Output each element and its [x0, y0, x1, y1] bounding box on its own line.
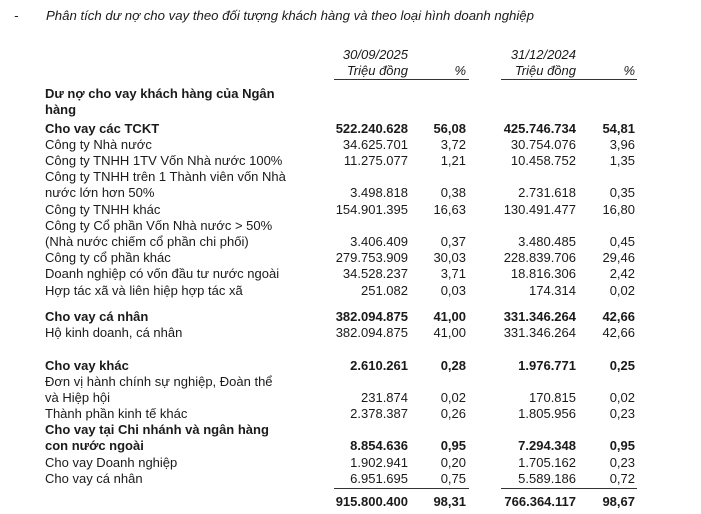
- value-2025: 382.094.875: [335, 309, 408, 324]
- row-label: Cho vay các TCKT: [45, 121, 160, 136]
- value-2025: 231.874: [361, 390, 408, 405]
- pct-2024: 0,02: [609, 390, 635, 405]
- value-2025: 2.378.387: [350, 406, 408, 421]
- row-label: Thành phần kinh tế khác: [45, 406, 188, 421]
- pct-2025: 0,95: [440, 438, 466, 453]
- pct-2025: 16,63: [433, 202, 466, 217]
- pct-2024: 0,02: [609, 283, 635, 298]
- pct-2024: 42,66: [602, 309, 635, 324]
- pct-2025: 41,00: [433, 325, 466, 340]
- header-rule-2024: [501, 79, 637, 80]
- pct-2024: 42,66: [602, 325, 635, 340]
- total-rule-2024: [501, 488, 637, 489]
- group-title-line2: hàng: [45, 102, 77, 117]
- pct-2024: 0,23: [609, 455, 635, 470]
- row-label: Cho vay khác: [45, 358, 129, 373]
- row-label: Công ty Cổ phần Vốn Nhà nước > 50%: [45, 218, 273, 233]
- col-unit-2024: Triệu đồng: [514, 63, 576, 78]
- col-unit-2025: Triệu đồng: [346, 63, 408, 78]
- value-2024: 3.480.485: [518, 234, 576, 249]
- total-pct-2025: 98,31: [433, 494, 466, 509]
- value-2024: 174.314: [529, 283, 576, 298]
- pct-2024: 3,96: [609, 137, 635, 152]
- pct-2025: 0,26: [440, 406, 466, 421]
- pct-2025: 56,08: [433, 121, 466, 136]
- total-rule-2025: [334, 488, 469, 489]
- pct-2024: 1,35: [609, 153, 635, 168]
- value-2025: 154.901.395: [335, 202, 408, 217]
- pct-2025: 0,28: [440, 358, 466, 373]
- pct-2025: 0,38: [440, 185, 466, 200]
- col-date-2025: 30/09/2025: [342, 47, 408, 62]
- row-label: Cho vay tại Chi nhánh và ngân hàng: [45, 422, 269, 437]
- value-2024: 130.491.477: [503, 202, 576, 217]
- value-2024: 10.458.752: [510, 153, 576, 168]
- row-label: Hợp tác xã và liên hiệp hợp tác xã: [45, 283, 243, 298]
- pct-2025: 0,02: [440, 390, 466, 405]
- pct-2025: 3,72: [440, 137, 466, 152]
- total-value-2025: 915.800.400: [335, 494, 408, 509]
- row-label: Cho vay Doanh nghiệp: [45, 455, 178, 470]
- pct-2024: 0,23: [609, 406, 635, 421]
- pct-2024: 2,42: [609, 266, 635, 281]
- pct-2025: 0,75: [440, 471, 466, 486]
- group-title-line1: Dư nợ cho vay khách hàng của Ngân: [45, 86, 275, 101]
- value-2025: 522.240.628: [335, 121, 408, 136]
- value-2025: 34.528.237: [342, 266, 408, 281]
- pct-2024: 0,45: [609, 234, 635, 249]
- pct-2025: 41,00: [433, 309, 466, 324]
- value-2025: 11.275.077: [343, 153, 408, 168]
- row-label: Cho vay cá nhân: [45, 309, 149, 324]
- row-label-cont: (Nhà nước chiếm cổ phần chi phối): [45, 234, 249, 249]
- value-2025: 251.082: [361, 283, 408, 298]
- pct-2024: 0,35: [609, 185, 635, 200]
- row-label-cont: con nước ngoài: [45, 438, 144, 453]
- row-label: Công ty Nhà nước: [45, 137, 152, 152]
- col-pct-2024: %: [623, 63, 635, 78]
- value-2024: 1.976.771: [518, 358, 576, 373]
- value-2024: 170.815: [529, 390, 576, 405]
- value-2025: 3.498.818: [350, 185, 408, 200]
- row-label: Công ty TNHH khác: [45, 202, 161, 217]
- value-2025: 1.902.941: [350, 455, 408, 470]
- col-pct-2025: %: [454, 63, 466, 78]
- col-date-2024: 31/12/2024: [510, 47, 576, 62]
- value-2025: 279.753.909: [335, 250, 408, 265]
- pct-2024: 0,25: [609, 358, 635, 373]
- value-2025: 34.625.701: [342, 137, 408, 152]
- row-label: Đơn vị hành chính sự nghiệp, Đoàn thể: [45, 374, 273, 389]
- value-2024: 18.816.306: [510, 266, 576, 281]
- value-2024: 7.294.348: [518, 438, 576, 453]
- col-header-2024: [511, 47, 576, 79]
- value-2024: 5.589.186: [518, 471, 576, 486]
- section-heading: [14, 8, 534, 23]
- col-header-2025: [343, 47, 408, 79]
- row-label-cont: nước lớn hơn 50%: [45, 185, 155, 200]
- pct-2024: 0,72: [609, 471, 635, 486]
- value-2025: 6.951.695: [350, 471, 408, 486]
- pct-2024: 0,95: [609, 438, 635, 453]
- row-label: Cho vay cá nhân: [45, 471, 143, 486]
- value-2024: 1.705.162: [518, 455, 576, 470]
- pct-2025: 0,20: [440, 455, 466, 470]
- value-2025: 8.854.636: [350, 438, 408, 453]
- value-2024: 331.346.264: [503, 309, 576, 324]
- row-label: Doanh nghiệp có vốn đầu tư nước ngoài: [45, 266, 280, 281]
- value-2024: 2.731.618: [518, 185, 576, 200]
- bullet-dash: -: [14, 8, 19, 23]
- value-2025: 382.094.875: [335, 325, 408, 340]
- header-rule-2025: [334, 79, 469, 80]
- row-label: Công ty TNHH trên 1 Thành viên vốn Nhà: [45, 169, 286, 184]
- value-2025: 3.406.409: [350, 234, 408, 249]
- value-2024: 1.805.956: [518, 406, 576, 421]
- value-2024: 30.754.076: [510, 137, 576, 152]
- value-2025: 2.610.261: [350, 358, 408, 373]
- value-2024: 425.746.734: [503, 121, 576, 136]
- pct-2025: 30,03: [433, 250, 466, 265]
- pct-2024: 54,81: [602, 121, 635, 136]
- value-2024: 228.839.706: [503, 250, 576, 265]
- section-title: Phân tích dư nợ cho vay theo đối tượng khách hàng và theo loại hình doanh nghiệp: [46, 8, 534, 23]
- pct-2025: 0,37: [440, 234, 466, 249]
- row-label: Công ty TNHH 1TV Vốn Nhà nước 100%: [45, 153, 283, 168]
- pct-2025: 1,21: [440, 153, 466, 168]
- total-value-2024: 766.364.117: [504, 494, 576, 509]
- row-label: Hộ kinh doanh, cá nhân: [45, 325, 183, 340]
- pct-2025: 3,71: [440, 266, 466, 281]
- row-label: Công ty cổ phần khác: [45, 250, 171, 265]
- pct-2025: 0,03: [440, 283, 466, 298]
- total-pct-2024: 98,67: [602, 494, 635, 509]
- value-2024: 331.346.264: [503, 325, 576, 340]
- row-label-cont: và Hiệp hội: [45, 390, 111, 405]
- pct-2024: 16,80: [602, 202, 635, 217]
- pct-2024: 29,46: [602, 250, 635, 265]
